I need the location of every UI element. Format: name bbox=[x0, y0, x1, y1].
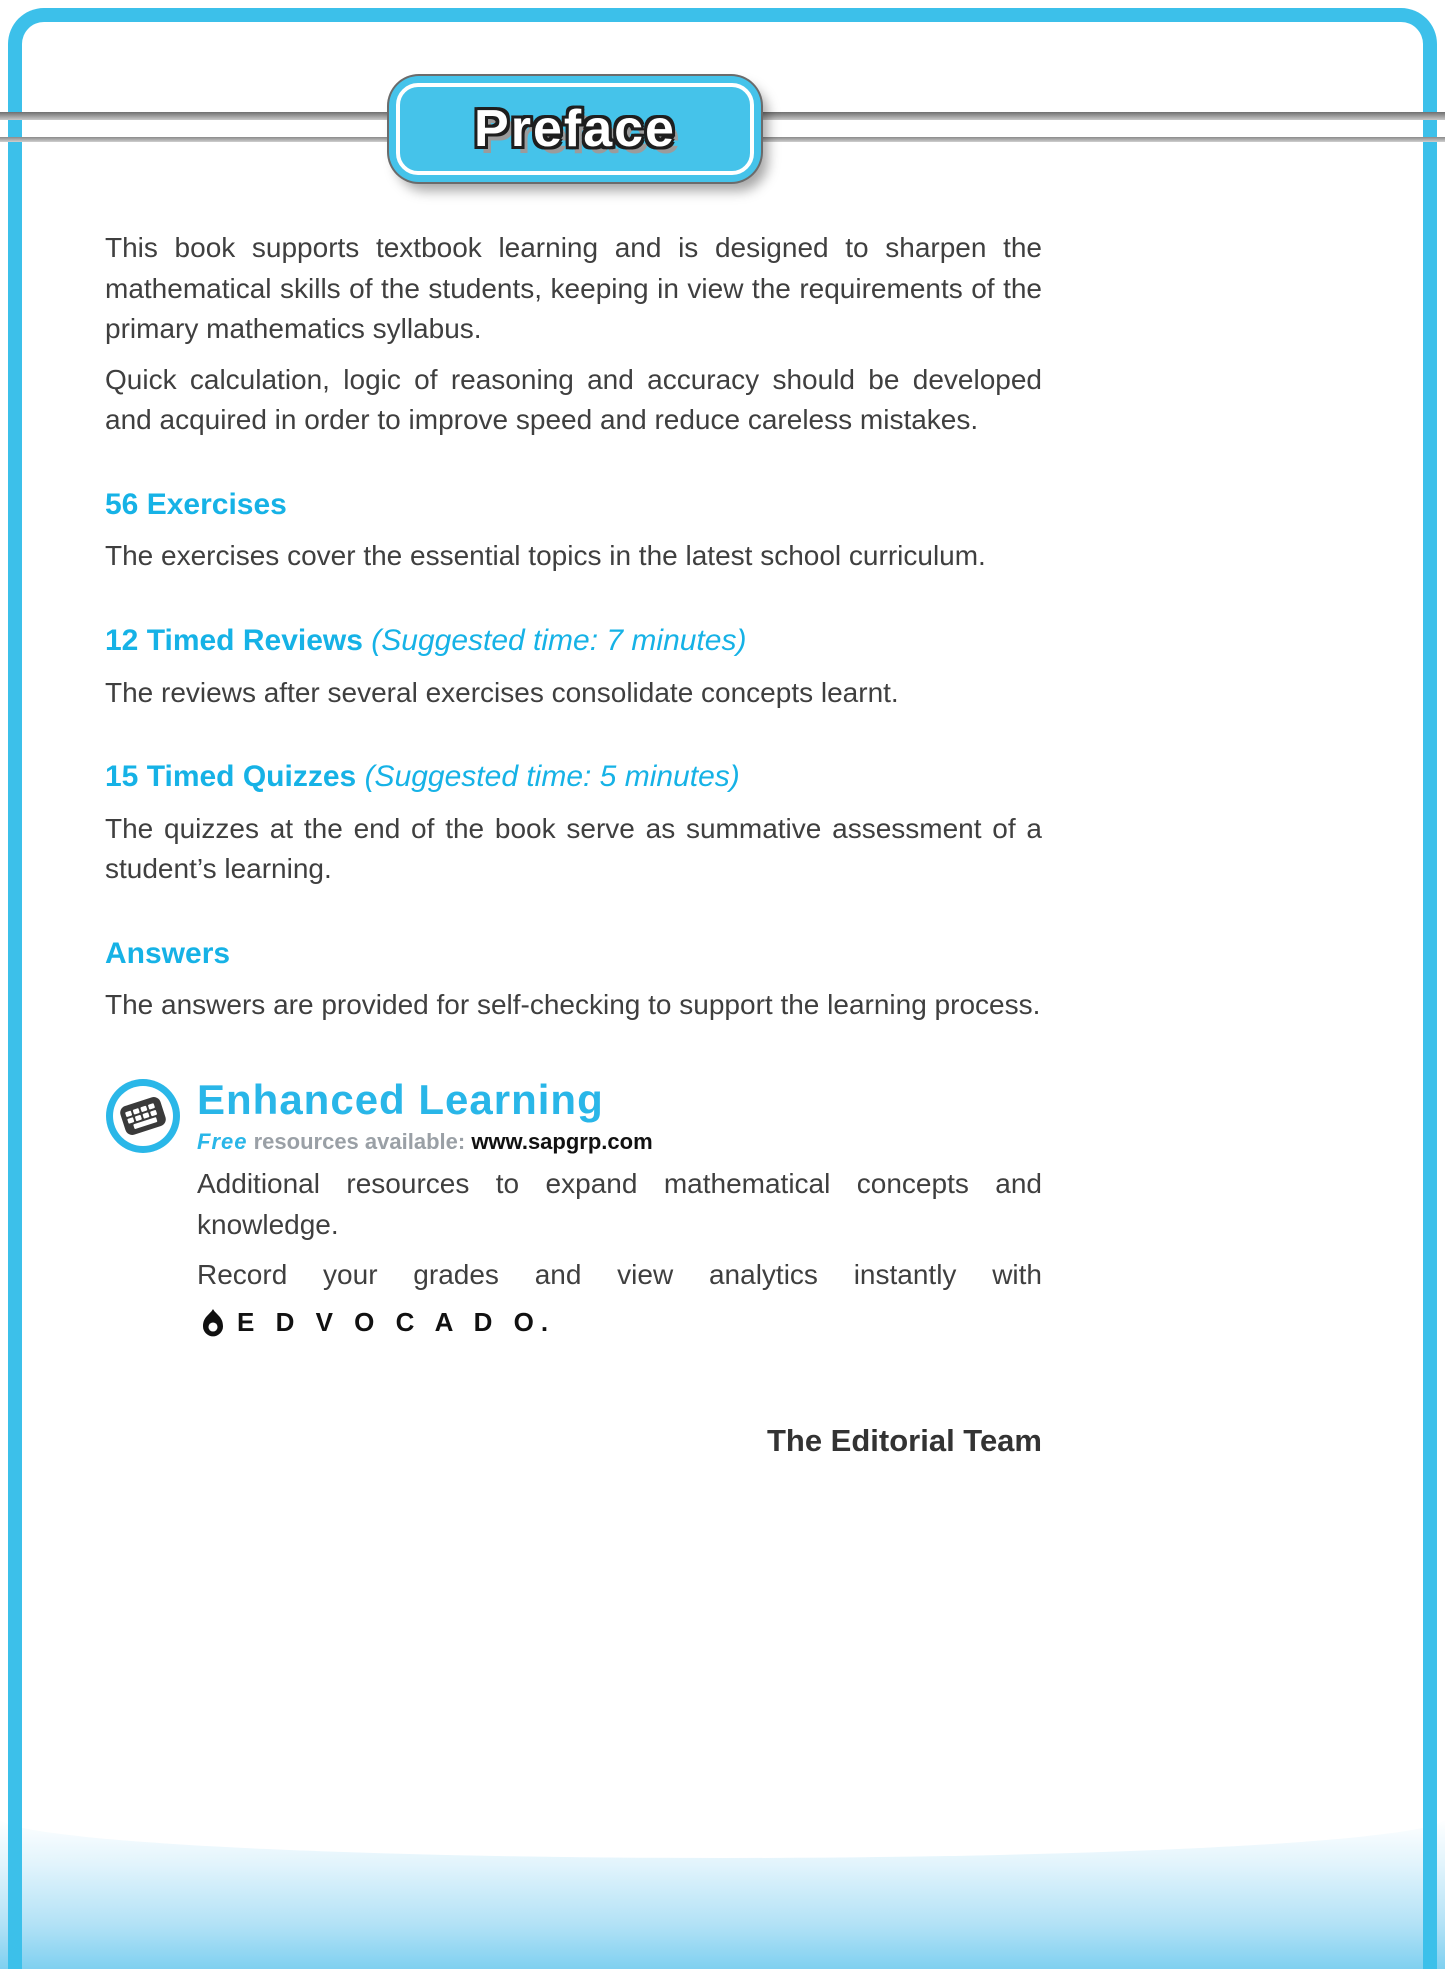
edvocado-icon bbox=[197, 1307, 229, 1339]
section-answers bbox=[105, 932, 1042, 1026]
intro-paragraph-1: This book supports textbook learning and is designed to sharpen the mathematical skills of the students, keeping in view the requirements of the primary mathematics syllabus. bbox=[105, 232, 1042, 345]
section-exercises bbox=[105, 483, 1042, 577]
edvocado-line bbox=[105, 1304, 1042, 1342]
section-body: The answers are provided for self-checking to support the learning process. bbox=[105, 989, 1041, 1021]
section-heading-note: (Suggested time: 5 minutes) bbox=[364, 760, 740, 794]
section-heading bbox=[105, 619, 1042, 663]
content-column bbox=[105, 228, 1042, 1464]
page-title: Preface bbox=[474, 100, 676, 158]
enhanced-learning-block bbox=[105, 1075, 1042, 1164]
enhanced-learning-body-2: Record your grades and view analytics instantly with bbox=[197, 1259, 1042, 1291]
section-heading-label: 15 Timed Quizzes bbox=[105, 760, 357, 794]
section-heading-note: (Suggested time: 7 minutes) bbox=[371, 624, 747, 658]
section-body: The exercises cover the essential topics in the latest school curriculum. bbox=[105, 540, 986, 572]
preface-badge-inner bbox=[396, 83, 754, 175]
section-heading-label: 56 Exercises bbox=[105, 487, 287, 521]
section-heading bbox=[105, 932, 1042, 976]
preface-badge bbox=[389, 76, 761, 182]
section-timed-quizzes bbox=[105, 755, 1042, 890]
footer-gradient-band bbox=[0, 1819, 1445, 1969]
enhanced-learning-fineprint bbox=[197, 1126, 1042, 1158]
resource-url: www.sapgrp.com bbox=[471, 1129, 653, 1155]
editorial-team-signoff: The Editorial Team bbox=[766, 1423, 1042, 1459]
resources-available-label: resources available: bbox=[253, 1129, 466, 1155]
section-timed-reviews bbox=[105, 619, 1042, 713]
free-label: Free bbox=[197, 1129, 248, 1155]
section-body: The reviews after several exercises consolidate concepts learnt. bbox=[105, 676, 899, 708]
section-heading bbox=[105, 483, 1042, 527]
enhanced-learning-body-1: Additional resources to expand mathematical concepts and knowledge. bbox=[197, 1167, 1042, 1240]
section-heading bbox=[105, 755, 1042, 799]
section-heading-label: Answers bbox=[105, 936, 231, 970]
enhanced-learning-title: Enhanced Learning bbox=[197, 1075, 604, 1123]
section-body: The quizzes at the end of the book serve as summative assessment of a student’s learning. bbox=[105, 812, 1042, 885]
edvocado-wordmark: E D V O C A D O. bbox=[237, 1306, 556, 1337]
section-heading-label: 12 Timed Reviews bbox=[105, 624, 363, 658]
intro-paragraph-2: Quick calculation, logic of reasoning and accuracy should be developed and acquired in order to improve speed and reduce careless mistakes. bbox=[105, 363, 1042, 436]
enhanced-learning-icon bbox=[105, 1078, 181, 1154]
